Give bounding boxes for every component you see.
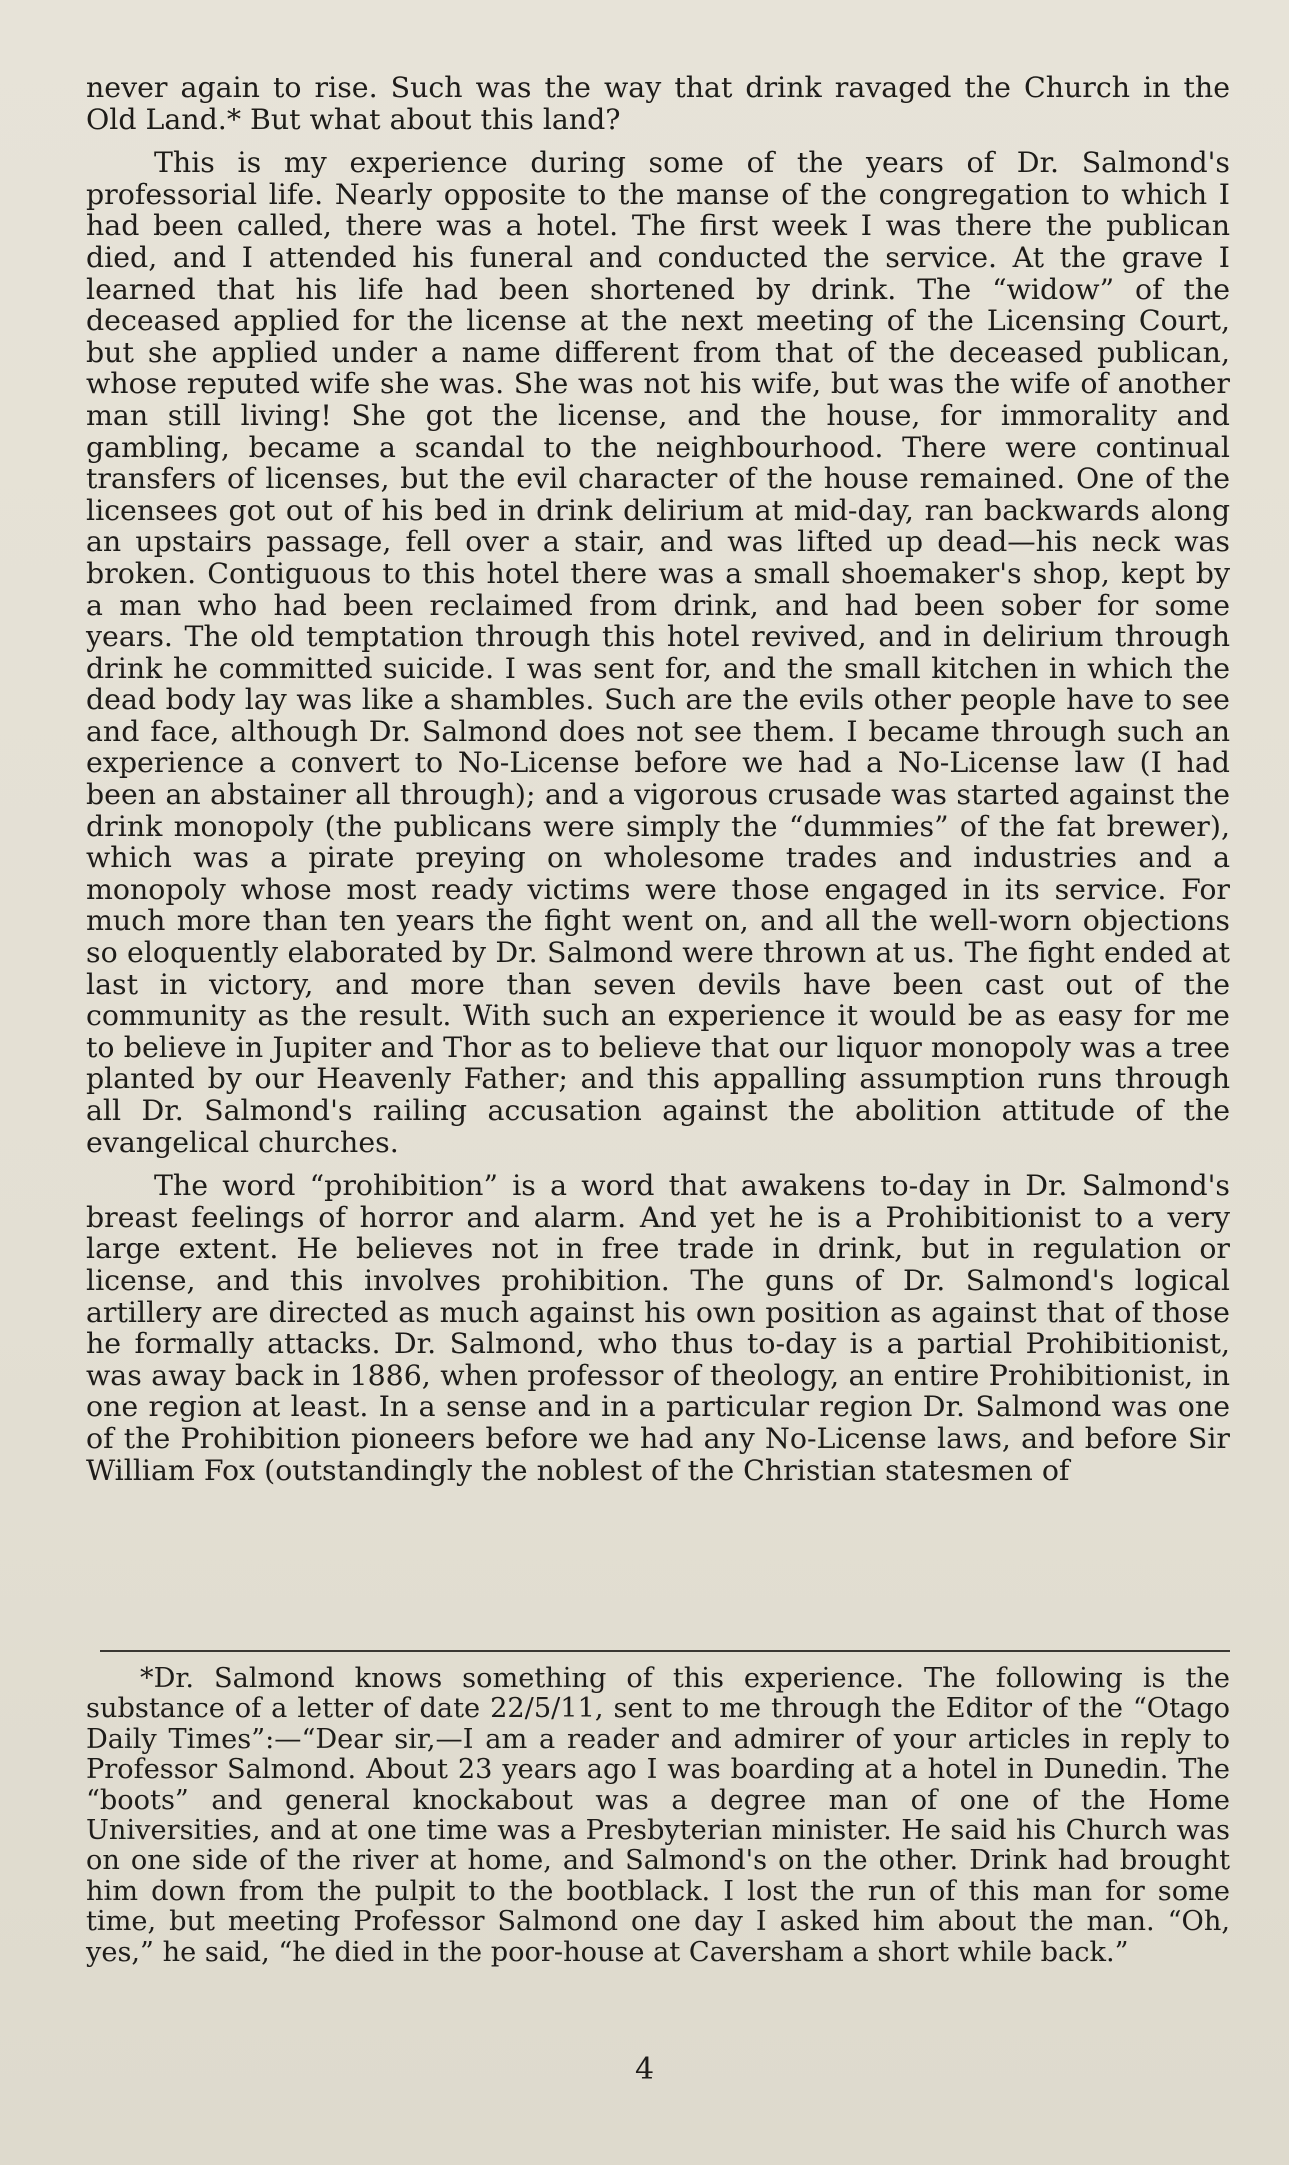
paragraph-experience: This is my experience during some of the years of Dr. Salmond's professorial life. Nearly opposite to the manse of the congregation to which I had been called, there was a hotel. The first week I was there the publican died, and I attended his funeral and conducted the service. At the grave I learned that his life had been shortened by drink. The “widow” of the deceased applied for the license at the next meeting of the Licensing Court, but she applied under a name different from that of the deceased publican, whose reputed wife she was. She was not his wife, but was the wife of another man still living! She got the license, and the house, for immorality and gambling, became a scandal to the neighbourhood. There were continual transfers of licenses, but the evil character of the house remained. One of the licensees got out of his bed in drink delirium at mid-day, ran backwards along an upstairs passage, fell over a stair, and was lifted up dead—his neck was broken. Contiguous to this hotel there was a small shoemaker's shop, kept by a man who had been reclaimed from drink, and had been sober for some years. The old temptation through this hotel revived, and in delirium through drink he committed suicide. I was sent for, and the small kitchen in which the dead body lay was like a shambles. Such are the evils other people have to see and face, although Dr. Salmond does not see them. I became through such an experience a convert to No-License before we had a No-License law (I had been an abstainer all through); and a vigorous crusade was started against the drink monopoly (the publicans were simply the “dummies” of the fat brewer), which was a pirate preying on wholesome trades and industries and a monopoly whose most ready victims were those engaged in its service. For much more than ten years the fight went on, and all the well-worn objections so eloquently elaborated by Dr. Salmond were thrown at us. The fight ended at last in victory, and more than seven devils have been cast out of the community as the result. With such an experience it would be as easy for me to believe in Jupiter and Thor as to believe that our liquor monopoly was a tree planted by our Heavenly Father; and this appalling assumption runs through all Dr. Salmond's railing accusation against the abolition attitude of the evangelical churches. [86,146,1230,1159]
paragraph-continuation: never again to rise. Such was the way that drink ravaged the Church in the Old Land.* But what about this land? [86,71,1230,136]
main-text [86,72,1230,1498]
page-number: 4 [634,2052,655,2087]
footnote-text: *Dr. Salmond knows something of this experience. The following is the substance of a letter of date 22/5/11, sent to me through the Editor of the “Otago Daily Times”:—“Dear sir,—I am a reader and admirer of your articles in reply to Professor Salmond. About 23 years ago I was boarding at a hotel in Dunedin. The “boots” and general knockabout was a degree man of one of the Home Universities, and at one time was a Presbyterian minister. He said his Church was on one side of the river at home, and Salmond's on the other. Drink had brought him down from the pulpit to the bootblack. I lost the run of this man for some time, but meeting Professor Salmond one day I asked him about the man. “Oh, yes,” he said, “he died in the poor-house at Caversham a short while back.” [86,1663,1230,1968]
footnote [86,1664,1230,1968]
footnote-divider [100,1650,1230,1652]
paragraph-prohibition: The word “prohibition” is a word that awakens to-day in Dr. Salmond's breast feelings of horror and alarm. And yet he is a Prohibitionist to a very large extent. He believes not in free trade in drink, but in regulation or license, and this involves prohibition. The guns of Dr. Salmond's logical artillery are directed as much against his own position as against that of those he formally attacks. Dr. Salmond, who thus to-day is a partial Prohibitionist, was away back in 1886, when professor of theology, an entire Prohibitionist, in one region at least. In a sense and in a particular region Dr. Salmond was one of the Prohibition pioneers before we had any No-License laws, and before Sir William Fox (outstandingly the noblest of the Christian statesmen of [86,1169,1230,1487]
